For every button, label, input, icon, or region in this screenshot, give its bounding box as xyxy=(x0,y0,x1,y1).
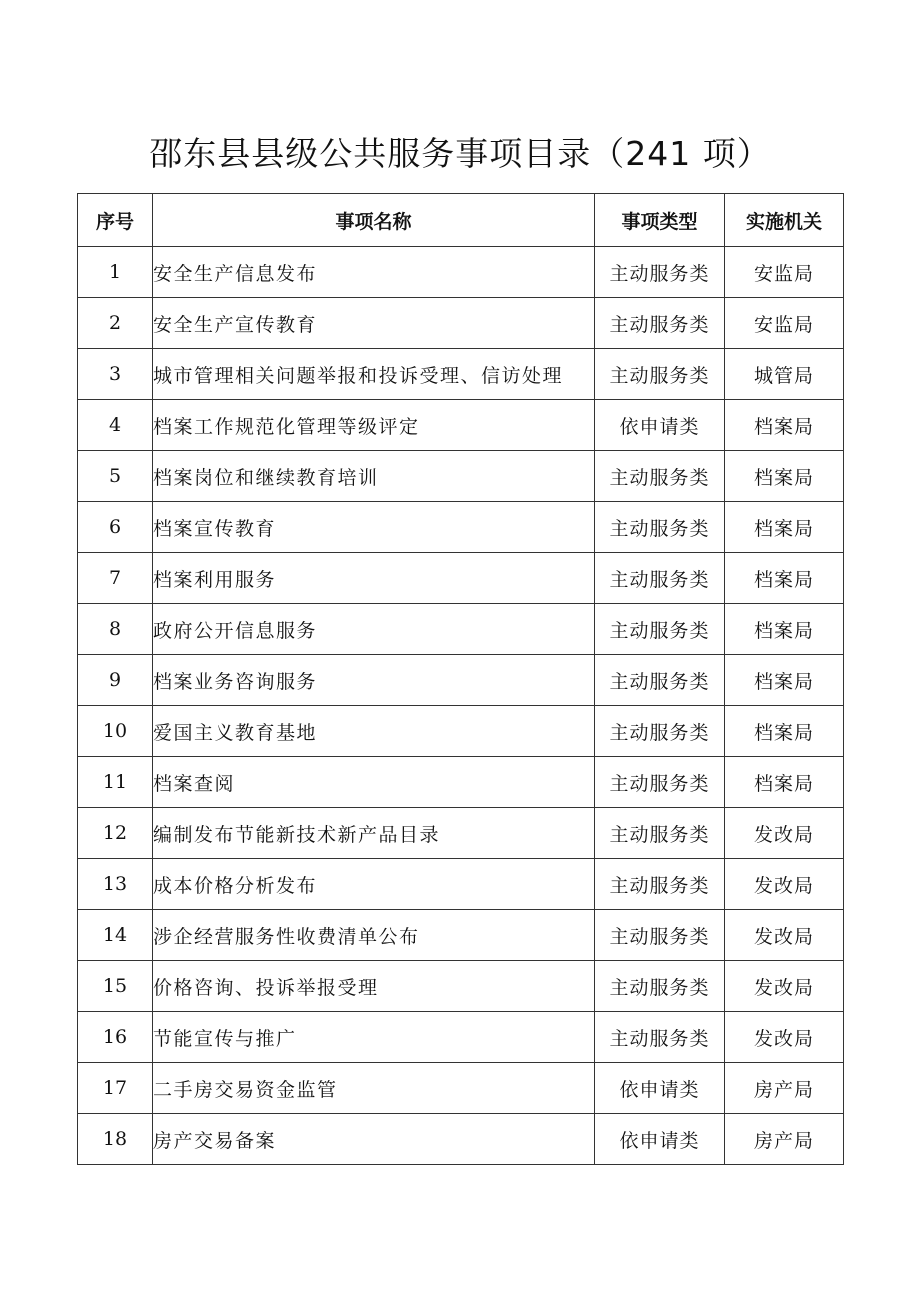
implementing-agency: 房产局 xyxy=(725,1114,844,1165)
item-name: 爱国主义教育基地 xyxy=(153,706,595,757)
row-number: 3 xyxy=(78,349,153,400)
table-row xyxy=(78,400,844,451)
item-name: 政府公开信息服务 xyxy=(153,604,595,655)
row-number: 10 xyxy=(78,706,153,757)
item-type: 主动服务类 xyxy=(595,451,725,502)
table-row xyxy=(78,859,844,910)
header-type: 事项类型 xyxy=(595,194,725,247)
table-row xyxy=(78,298,844,349)
row-number: 8 xyxy=(78,604,153,655)
item-type: 依申请类 xyxy=(595,1114,725,1165)
row-number: 4 xyxy=(78,400,153,451)
row-number: 18 xyxy=(78,1114,153,1165)
row-number: 11 xyxy=(78,757,153,808)
item-type: 主动服务类 xyxy=(595,757,725,808)
implementing-agency: 城管局 xyxy=(725,349,844,400)
item-type: 主动服务类 xyxy=(595,247,725,298)
header-name: 事项名称 xyxy=(153,194,595,247)
item-name: 成本价格分析发布 xyxy=(153,859,595,910)
implementing-agency: 档案局 xyxy=(725,757,844,808)
item-type: 主动服务类 xyxy=(595,961,725,1012)
item-type: 主动服务类 xyxy=(595,655,725,706)
table-row xyxy=(78,910,844,961)
header-org: 实施机关 xyxy=(725,194,844,247)
table-row xyxy=(78,1012,844,1063)
item-name: 二手房交易资金监管 xyxy=(153,1063,595,1114)
table-row xyxy=(78,247,844,298)
implementing-agency: 房产局 xyxy=(725,1063,844,1114)
table-row xyxy=(78,349,844,400)
item-name: 节能宣传与推广 xyxy=(153,1012,595,1063)
item-type: 主动服务类 xyxy=(595,604,725,655)
header-no: 序号 xyxy=(78,194,153,247)
item-name: 档案岗位和继续教育培训 xyxy=(153,451,595,502)
row-number: 9 xyxy=(78,655,153,706)
implementing-agency: 发改局 xyxy=(725,961,844,1012)
item-name: 档案查阅 xyxy=(153,757,595,808)
implementing-agency: 档案局 xyxy=(725,553,844,604)
item-type: 依申请类 xyxy=(595,1063,725,1114)
page-title: 邵东县县级公共服务事项目录（241 项） xyxy=(149,134,771,173)
row-number: 16 xyxy=(78,1012,153,1063)
table-row xyxy=(78,808,844,859)
table-row xyxy=(78,757,844,808)
row-number: 5 xyxy=(78,451,153,502)
row-number: 2 xyxy=(78,298,153,349)
item-type: 依申请类 xyxy=(595,400,725,451)
item-name: 档案利用服务 xyxy=(153,553,595,604)
item-type: 主动服务类 xyxy=(595,553,725,604)
row-number: 13 xyxy=(78,859,153,910)
implementing-agency: 档案局 xyxy=(725,604,844,655)
item-type: 主动服务类 xyxy=(595,706,725,757)
implementing-agency: 档案局 xyxy=(725,502,844,553)
item-name: 档案业务咨询服务 xyxy=(153,655,595,706)
row-number: 1 xyxy=(78,247,153,298)
implementing-agency: 发改局 xyxy=(725,1012,844,1063)
item-type: 主动服务类 xyxy=(595,502,725,553)
table-row xyxy=(78,604,844,655)
item-type: 主动服务类 xyxy=(595,808,725,859)
implementing-agency: 发改局 xyxy=(725,808,844,859)
table-row xyxy=(78,961,844,1012)
implementing-agency: 安监局 xyxy=(725,247,844,298)
row-number: 7 xyxy=(78,553,153,604)
table-row xyxy=(78,451,844,502)
table-row xyxy=(78,1114,844,1165)
row-number: 6 xyxy=(78,502,153,553)
item-name: 档案工作规范化管理等级评定 xyxy=(153,400,595,451)
row-number: 17 xyxy=(78,1063,153,1114)
service-catalog-table xyxy=(77,193,844,1165)
implementing-agency: 安监局 xyxy=(725,298,844,349)
row-number: 15 xyxy=(78,961,153,1012)
table-row xyxy=(78,553,844,604)
implementing-agency: 档案局 xyxy=(725,400,844,451)
row-number: 12 xyxy=(78,808,153,859)
item-name: 价格咨询、投诉举报受理 xyxy=(153,961,595,1012)
table-row xyxy=(78,655,844,706)
item-type: 主动服务类 xyxy=(595,298,725,349)
item-name: 档案宣传教育 xyxy=(153,502,595,553)
item-name: 房产交易备案 xyxy=(153,1114,595,1165)
item-name: 安全生产宣传教育 xyxy=(153,298,595,349)
implementing-agency: 发改局 xyxy=(725,910,844,961)
table-row xyxy=(78,502,844,553)
implementing-agency: 发改局 xyxy=(725,859,844,910)
row-number: 14 xyxy=(78,910,153,961)
implementing-agency: 档案局 xyxy=(725,706,844,757)
item-type: 主动服务类 xyxy=(595,1012,725,1063)
table-header-row xyxy=(78,194,844,247)
item-type: 主动服务类 xyxy=(595,910,725,961)
table-row xyxy=(78,1063,844,1114)
table-row xyxy=(78,706,844,757)
item-name: 安全生产信息发布 xyxy=(153,247,595,298)
item-type: 主动服务类 xyxy=(595,349,725,400)
item-type: 主动服务类 xyxy=(595,859,725,910)
implementing-agency: 档案局 xyxy=(725,451,844,502)
item-name: 涉企经营服务性收费清单公布 xyxy=(153,910,595,961)
table-body xyxy=(78,247,844,1165)
item-name: 编制发布节能新技术新产品目录 xyxy=(153,808,595,859)
item-name: 城市管理相关问题举报和投诉受理、信访处理 xyxy=(153,349,595,400)
implementing-agency: 档案局 xyxy=(725,655,844,706)
